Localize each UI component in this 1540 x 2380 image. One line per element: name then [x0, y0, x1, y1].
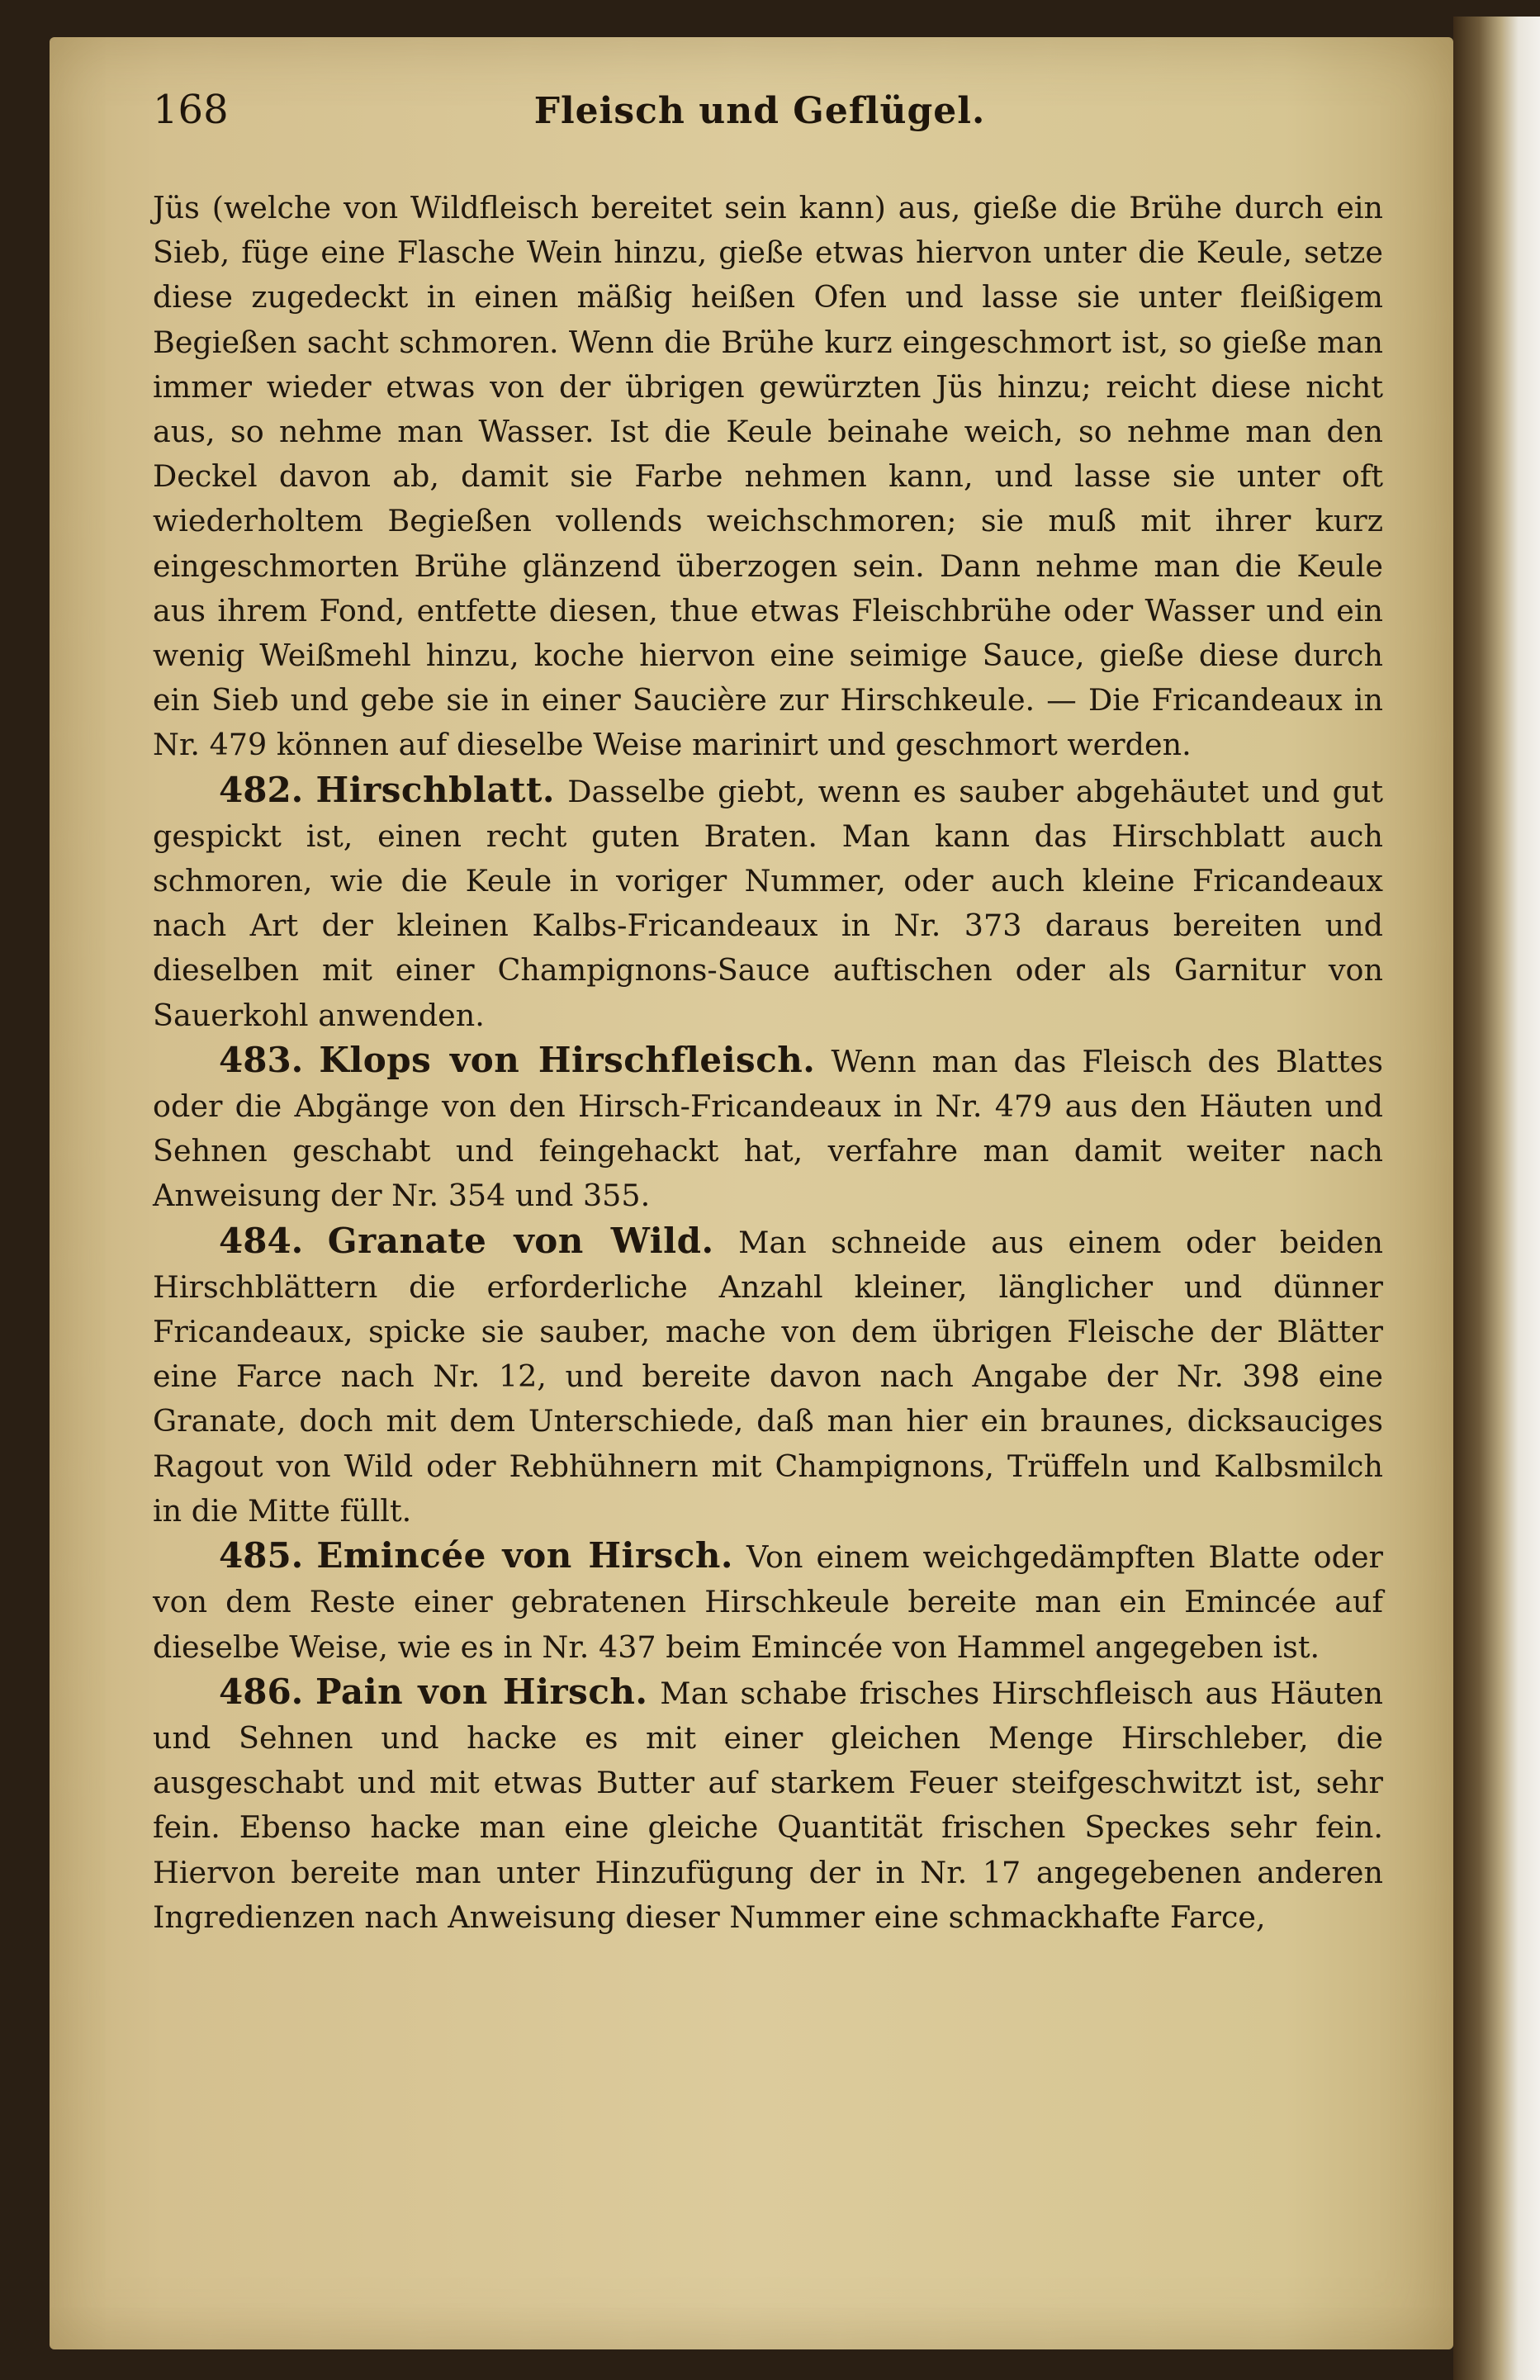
- running-title: Fleisch und Geflügel.: [533, 90, 986, 132]
- recipe-number: 482.: [219, 769, 304, 810]
- recipe-484: [153, 1219, 1383, 1534]
- book-page-edge: [1453, 17, 1540, 2380]
- page-number: 168: [153, 87, 229, 133]
- recipe-483: [153, 1038, 1383, 1219]
- recipe-number: 485.: [219, 1535, 304, 1576]
- recipe-482: [153, 768, 1383, 1038]
- intro-paragraph: Jüs (welche von Wildfleisch bereitet sein kann) aus, gieße die Brühe durch ein Sieb, füge eine Flasche Wein hinzu, gieße etwas hiervon unter die Keule, setze diese zugedeckt in einen mäßig heißen Ofen und lasse sie unter fleißigem Begießen sacht schmoren. Wenn die Brühe kurz eingeschmort ist, so gieße man immer wieder etwas von der übrigen gewürzten Jüs hinzu; reicht diese nicht aus, so nehme man Wasser. Ist die Keule beinahe weich, so nehme man den Deckel davon ab, damit sie Farbe nehmen kann, und lasse sie unter oft wiederholtem Begießen vollends weichschmoren; sie muß mit ihrer kurz eingeschmorten Brühe glänzend überzogen sein. Dann nehme man die Keule aus ihrem Fond, entfette diesen, thue etwas Fleischbrühe oder Wasser und ein wenig Weißmehl hinzu, koche hiervon eine seimige Sauce, gieße diese durch ein Sieb und gebe sie in einer Saucière zur Hirschkeule. — Die Fricandeaux in Nr. 479 können auf dieselbe Weise marinirt und geschmort werden.: [153, 190, 1383, 763]
- recipe-number: 483.: [219, 1039, 304, 1080]
- recipe-text: Wenn man das Fleisch des Blattes oder die Abgänge von den Hirsch-Fricandeaux in Nr. 479 aus den Häuten und Sehnen geschabt und feingehackt hat, verfahre man damit weiter nach Anweisung der Nr. 354 und 355.: [153, 1043, 1383, 1214]
- recipe-title: Hirschblatt.: [315, 769, 555, 810]
- recipe-486: [153, 1670, 1383, 1940]
- recipe-title: Granate von Wild.: [327, 1220, 714, 1261]
- recipe-text: Von einem weichgedämpften Blatte oder von dem Reste einer gebratenen Hirschkeule bereite man ein Emincée auf dieselbe Weise, wie es in Nr. 437 beim Emincée von Hammel angegeben ist.: [153, 1539, 1383, 1665]
- recipe-title: Klops von Hirschfleisch.: [319, 1039, 816, 1080]
- recipe-485: [153, 1534, 1383, 1670]
- recipe-text: Dasselbe giebt, wenn es sauber abgehäutet und gut gespickt ist, einen recht guten Braten. Man kann das Hirschblatt auch schmoren, wie die Keule in voriger Nummer, oder auch kleine Fricandeaux nach Art der kleinen Kalbs-Fricandeaux in Nr. 373 daraus bereiten und dieselben mit einer Champignons-Sauce auftischen oder als Garnitur von Sauerkohl anwenden.: [153, 773, 1384, 1033]
- recipe-text: Man schneide aus einem oder beiden Hirschblättern die erforderliche Anzahl kleiner, länglicher und dünner Fricandeaux, spicke sie sauber, mache von dem übrigen Fleische der Blätter eine Farce nach Nr. 12, und bereite davon nach Angabe der Nr. 398 eine Granate, doch mit dem Unterschiede, daß man hier ein braunes, dicksauciges Ragout von Wild oder Rebhühnern mit Champignons, Trüffeln und Kalbsmilch in die Mitte füllt.: [153, 1224, 1383, 1529]
- page-header: [99, 78, 1420, 153]
- recipe-text: Man schabe frisches Hirschfleisch aus Häuten und Sehnen und hacke es mit einer gleichen Menge Hirschleber, die ausgeschabt und mit etwas Butter auf starkem Feuer steifgeschwitzt ist, sehr fein. Ebenso hacke man eine gleiche Quantität frischen Speckes sehr fein. Hiervon bereite man unter Hinzufügung der in Nr. 17 angegebenen anderen Ingredienzen nach Anweisung dieser Nummer eine schmackhafte Farce,: [153, 1675, 1383, 1935]
- recipe-number: 486.: [219, 1671, 304, 1712]
- recipe-number: 484.: [219, 1220, 304, 1261]
- recipe-title: Pain von Hirsch.: [315, 1671, 648, 1712]
- recipe-title: Emincée von Hirsch.: [316, 1535, 733, 1576]
- page-body: [153, 186, 1383, 1940]
